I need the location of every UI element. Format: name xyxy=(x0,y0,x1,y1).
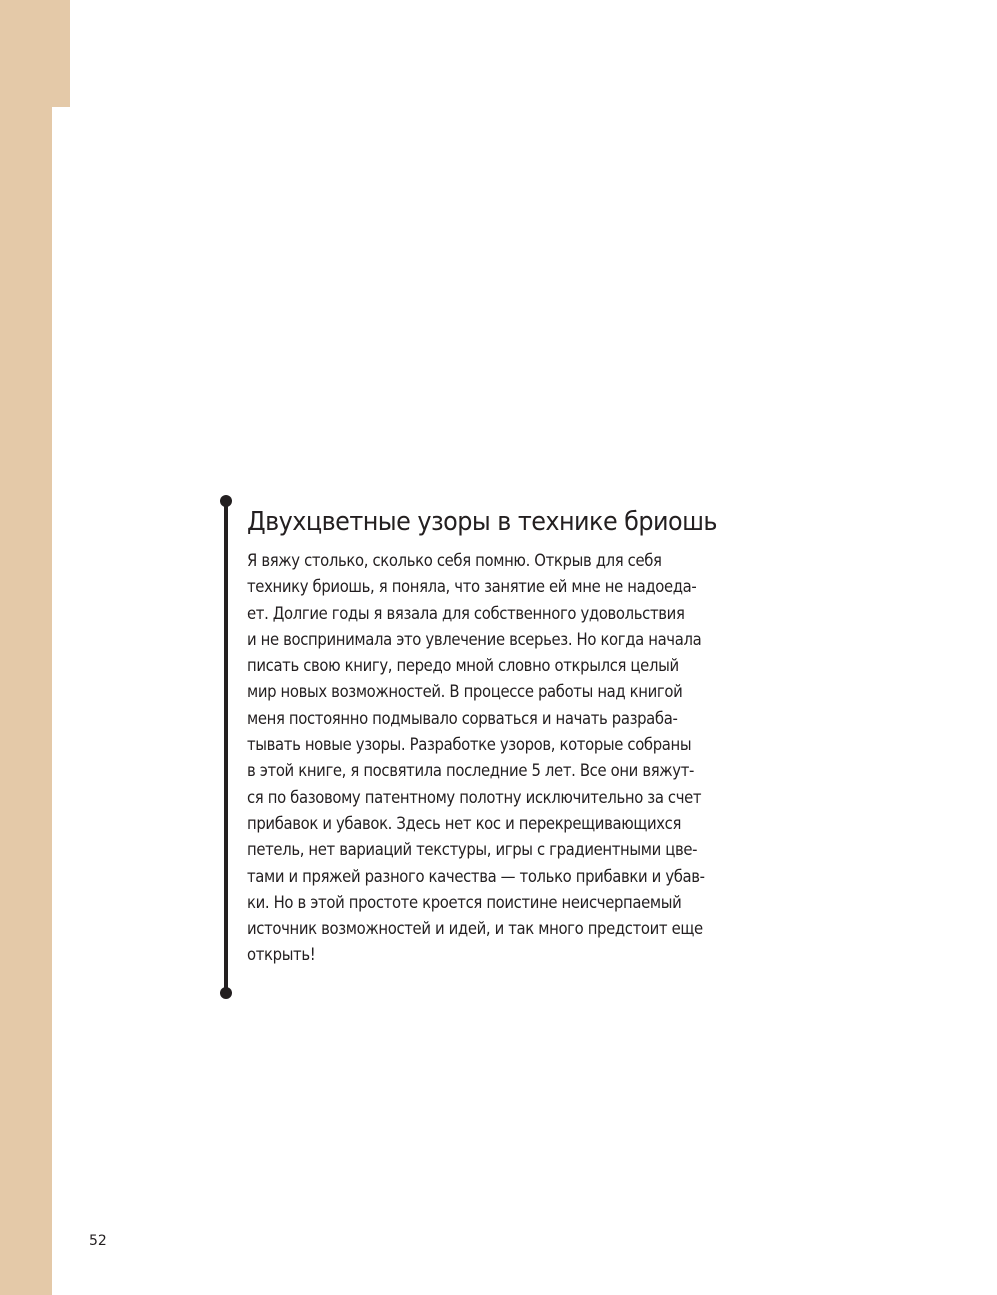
body-line: и не воспринимала это увлечение всерьез. Но когда начала xyxy=(247,629,702,649)
body-line: писать свою книгу, передо мной словно открылся целый xyxy=(247,656,679,676)
body-line: ки. Но в этой простоте кроется поистине неисчерпаемый xyxy=(247,892,682,912)
body-line: открыть! xyxy=(247,945,316,965)
body-line: в этой книге, я посвятила последние 5 лет. Все они вяжут- xyxy=(247,761,695,781)
body-line: технику бриошь, я поняла, что занятие ей мне не надоеда- xyxy=(247,577,697,597)
body-line: тывать новые узоры. Разработке узоров, которые собраны xyxy=(247,735,692,755)
accent-bar-bottom-dot xyxy=(220,987,232,999)
accent-bar-top-dot xyxy=(220,495,232,507)
body-line: меня постоянно подмывало сорваться и начать разраба- xyxy=(247,708,678,728)
body-line: Я вяжу столько, сколько себя помню. Открыв для себя xyxy=(247,551,662,570)
body-line: источник возможностей и идей, и так много предстоит еще xyxy=(247,919,703,939)
body-line: ся по базовому патентному полотну исключительно за счет xyxy=(247,787,702,807)
article-title: Двухцветные узоры в технике бриошь xyxy=(247,507,717,537)
body-line: петель, нет вариаций текстуры, игры с градиентными цве- xyxy=(247,840,698,860)
body-line: мир новых возможностей. В процессе работы над книгой xyxy=(247,682,683,702)
body-line: тами и пряжей разного качества — только прибавки и убав- xyxy=(247,866,705,886)
quote-accent-bar xyxy=(224,501,228,993)
page-edge-band xyxy=(0,0,52,1295)
article-body xyxy=(247,548,767,969)
body-line: прибавок и убавок. Здесь нет кос и перекрещивающихся xyxy=(247,813,682,833)
page-number: 52 xyxy=(89,1233,107,1249)
page-corner-tab xyxy=(0,0,70,107)
intro-article xyxy=(247,500,767,969)
body-line: ет. Долгие годы я вязала для собственного удовольствия xyxy=(247,603,685,623)
